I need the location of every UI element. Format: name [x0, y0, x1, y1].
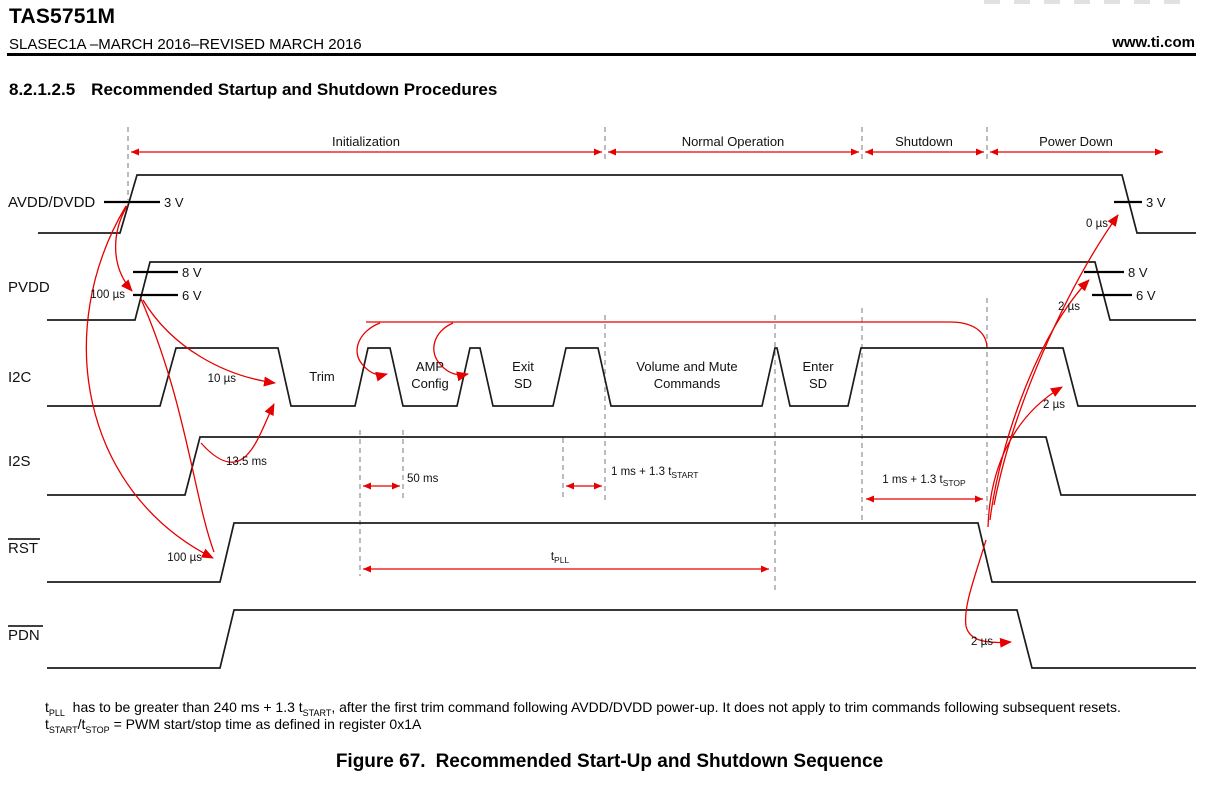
doc-code: SLASEC1A –MARCH 2016–REVISED MARCH 2016 [9, 36, 362, 53]
i2c-command-enter-line2: SD [808, 376, 828, 391]
footnote-line1-mid: has to be greater than 240 ms + 1.3 t [64, 699, 303, 715]
i2c-command-labels [309, 359, 834, 391]
phase-row [131, 134, 1163, 152]
signal-label-rst: RST [8, 540, 38, 557]
timing-label-2us-pvdd: 2 µs [1058, 301, 1080, 313]
footnote-start-sub: START [302, 707, 332, 718]
footnote-pll-sub: PLL [48, 707, 65, 718]
phase-label-power-down: Power Down [1039, 134, 1113, 149]
arrow-avdd-to-rst [86, 206, 213, 558]
voltage-label-3v-left: 3 V [164, 195, 184, 210]
footnote-line2-rest: = PWM start/stop time as defined in register 0x1A [109, 715, 422, 732]
voltage-label-6v-left: 6 V [182, 288, 202, 303]
arrow-i2s-to-trim [201, 404, 274, 462]
voltage-labels [164, 195, 1166, 303]
i2c-command-amp-line1: AMP [415, 359, 445, 374]
i2c-command-amp-line2: Config [411, 376, 449, 391]
signal-label-pvdd: PVDD [8, 279, 50, 296]
arrow-to-pvdd-stop [990, 280, 1089, 520]
footnote-line1-rest: , after the first trim command following AVDD/DVDD power-up. It does not apply to trim commands following subsequent resets. [331, 699, 1121, 715]
footnote-t-symbol: t [45, 699, 49, 715]
phase-label-shutdown: Shutdown [895, 134, 953, 149]
section-title: Recommended Startup and Shutdown Procedures [91, 80, 498, 99]
i2c-command-exit-line2: SD [513, 376, 533, 391]
timing-label-0us-avdd: 0 µs [1086, 218, 1108, 230]
figure-caption [0, 751, 1219, 773]
i2c-command-enter-line1: Enter [802, 359, 834, 374]
red-annotations [86, 206, 1118, 642]
footnote-stop-sub: STOP [85, 724, 110, 735]
timing-label-tstart: 1 ms + 1.3 $t_{START}$ [611, 466, 699, 480]
rst-waveform [47, 523, 1196, 582]
signal-label-i2s: I2S [8, 453, 31, 470]
section-number: 8.2.1.2.5 [9, 80, 76, 99]
footnote [45, 699, 1210, 735]
footnote-line2-mid: /t [77, 715, 86, 732]
arrow-to-amp-config [357, 323, 387, 375]
timing-label-tstop: 1 ms + 1.3 $t_{STOP}$ [882, 474, 966, 488]
voltage-label-6v-right: 6 V [1136, 288, 1156, 303]
timing-label-100us-pvdd: 100 µs [90, 289, 125, 301]
avdd-waveform [38, 175, 1196, 233]
timing-label-100us-rst: 100 µs [167, 552, 202, 564]
footnote-line2 [45, 716, 1210, 733]
pdn-waveform [47, 610, 1196, 668]
arrow-rst-to-pdn [966, 540, 1011, 642]
signal-label-i2c: I2C [8, 369, 32, 386]
voltage-label-3v-right: 3 V [1146, 195, 1166, 210]
timing-labels [90, 218, 1108, 648]
i2c-command-volume-line1: Volume and Mute [636, 359, 738, 374]
i2c-command-volume-line2: Commands [653, 376, 721, 391]
i2c-sequence-connector-line [366, 322, 987, 347]
signal-label-pdn: PDN [8, 627, 40, 644]
timing-label-2us-pdn: 2 µs [971, 636, 993, 648]
i2c-command-trim: Trim [309, 369, 335, 384]
i2c-command-exit-line1: Exit [512, 359, 534, 374]
part-number: TAS5751M [9, 5, 116, 28]
timing-label-50ms: 50 ms [407, 473, 439, 485]
phase-label-initialization: Initialization [332, 134, 400, 149]
timing-label-tpll: $t_{PLL}$ [550, 551, 570, 565]
voltage-label-8v-left: 8 V [182, 265, 202, 280]
footnote-line1 [45, 699, 1210, 716]
footnote-t-symbol2: t [45, 715, 49, 732]
figure-caption-prefix: Figure 67. [335, 751, 426, 772]
phase-label-normal-operation: Normal Operation [681, 134, 785, 149]
timing-label-2us-i2c: 2 µs [1043, 399, 1065, 411]
arrow-to-avdd-stop [994, 215, 1118, 505]
footnote-start-sub2: START [48, 724, 78, 735]
timing-label-13-5ms: 13.5 ms [226, 456, 267, 468]
voltage-label-8v-right: 8 V [1128, 265, 1148, 280]
timing-label-10us: 10 µs [207, 373, 236, 385]
pvdd-waveform [47, 262, 1196, 320]
website-link[interactable]: www.ti.com [1112, 34, 1195, 51]
arrow-pvdd-to-trim [143, 300, 275, 383]
figure-caption-title: Recommended Start-Up and Shutdown Sequence [435, 751, 884, 772]
signal-labels [8, 194, 95, 644]
signal-label-avdd: AVDD/DVDD [8, 194, 96, 211]
